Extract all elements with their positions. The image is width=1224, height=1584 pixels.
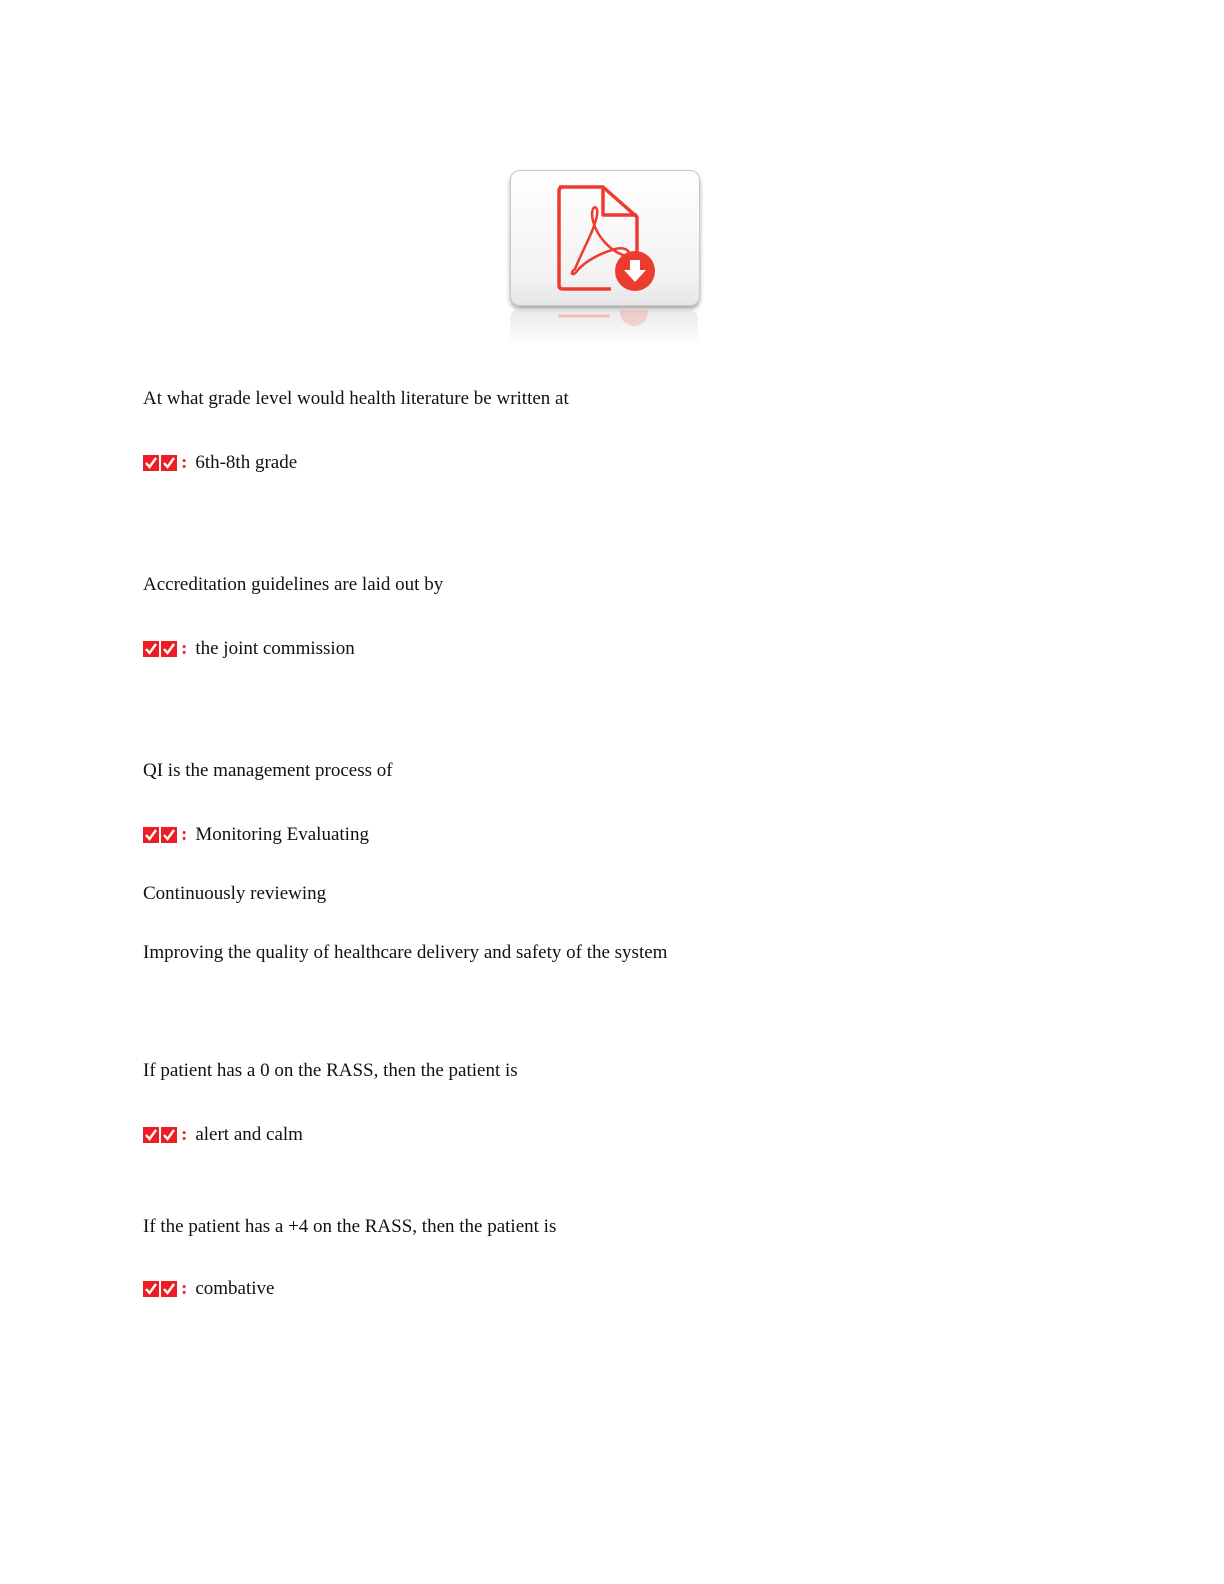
checkbox-checked-icon [161,827,177,843]
answer-1: 6th-8th grade [195,452,298,473]
checkbox-checked-icon [161,455,177,471]
answer-3-line-2: Continuously reviewing [143,883,327,904]
answer-3-line-3: Improving the quality of healthcare delivery and safety of the system [143,942,668,963]
checkbox-checked-icon [161,1281,177,1297]
answer-row-3 [143,824,369,846]
checkbox-checked-icon [143,641,159,657]
pdf-logo-box [510,170,700,306]
question-1: At what grade level would health literature be written at [143,388,569,409]
question-4: If patient has a 0 on the RASS, then the patient is [143,1060,518,1081]
answer-colon: : [181,638,188,659]
answer-row-4 [143,1124,303,1146]
checkbox-checked-icon [161,1127,177,1143]
answer-row-1 [143,452,297,474]
pdf-download-icon [511,171,699,305]
checkbox-checked-icon [143,1127,159,1143]
answer-marker [143,638,187,660]
answer-3: Monitoring Evaluating [195,824,369,845]
checkbox-checked-icon [161,641,177,657]
answer-row-5 [143,1278,274,1300]
pdf-logo-reflection [510,310,698,346]
question-5: If the patient has a +4 on the RASS, then the patient is [143,1216,557,1237]
answer-marker [143,1124,187,1146]
answer-colon: : [181,1278,188,1299]
answer-colon: : [181,452,188,473]
answer-colon: : [181,824,188,845]
answer-2: the joint commission [195,638,355,659]
answer-marker [143,824,187,846]
checkbox-checked-icon [143,1281,159,1297]
answer-row-2 [143,638,355,660]
answer-marker [143,452,187,474]
pdf-download-logo[interactable] [510,170,700,345]
answer-5: combative [195,1278,275,1299]
answer-marker [143,1278,187,1300]
checkbox-checked-icon [143,455,159,471]
answer-4: alert and calm [195,1124,303,1145]
question-3: QI is the management process of [143,760,393,781]
question-2: Accreditation guidelines are laid out by [143,574,444,595]
checkbox-checked-icon [143,827,159,843]
answer-colon: : [181,1124,188,1145]
